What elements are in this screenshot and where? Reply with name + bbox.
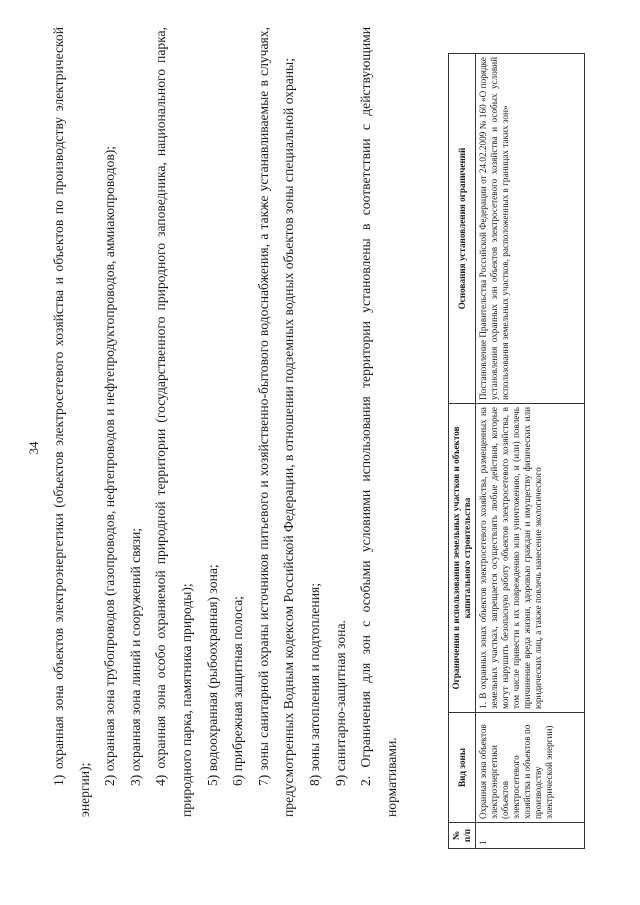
header-num: № п/п <box>449 823 476 849</box>
zones-restrictions-table <box>448 53 585 849</box>
header-basis: Основания установления ограничений <box>449 54 476 404</box>
section-2-paragraph: 2. Ограничения для зон с особыми условиями использования территории установлены в соответствии с действующими нормативами. <box>358 27 399 817</box>
list-item: 5) водоохранная (рыбоохранная) зона; <box>204 564 220 786</box>
list-item: 4) охранная зона особо охраняемой природной территории (государственного природного заповедника, национального парка, природного парка, памятника природы); <box>153 27 194 817</box>
header-restrictions: Ограничения в использовании земельных участков и объектов капитального строительства <box>449 404 476 713</box>
list-item: 8) зоны затопления и подтопления; <box>306 582 322 786</box>
list-item: 9) санитарно-защитная зона. <box>332 620 348 786</box>
cell-basis: Постановление Правительства Российской Федерации от 24.02.2009 № 160 «О порядке установления охранных зон объектов электросетевого хозяйства и особых условий использования земельных участков, расположенных в границах таких зон» <box>476 54 585 404</box>
cell-num: 1 <box>476 823 585 849</box>
list-item: 2) охранная зона трубопроводов (газопроводов, нефтепроводов и нефтепродуктопроводов, аммиакопроводов); <box>102 145 118 786</box>
document-body <box>46 27 404 817</box>
cell-restrictions: 1. В охранных зонах объектов электросетевого хозяйства, размещенных на земельных участках, запрещается осуществлять любые действия, которые могут нарушить безопасную работу объектов электросетевого хозяйства, в том числе привести к их повреждению или уничтожению, и (или) повлечь причинение вреда жизни, здоровью граждан и имуществу физических или юридических лиц, а также повлечь нанесение экологического <box>476 404 585 713</box>
cell-zone: Охранная зона объектов электроэнергетики (объектов электросетевого хозяйства и объектов по производству электрической энергии) <box>476 713 585 823</box>
table-row <box>476 54 585 849</box>
list-item: 1) охранная зона объектов электроэнергетики (объектов электросетевого хозяйства и объектов по производству электрической энергии); <box>51 27 92 817</box>
header-zone: Вид зоны <box>449 713 476 823</box>
page-number: 34 <box>26 441 41 455</box>
table-header-row <box>449 54 476 849</box>
list-item: 7) зоны санитарной охраны источников питьевого и хозяйственно-бытового водоснабжения, а также устанавливаемые в случаях, предусмотренных Водным кодексом Российской Федерации, в отношении подземных водных объектов зоны специальной охраны; <box>255 27 297 817</box>
list-item: 6) прибрежная защитная полоса; <box>230 595 246 786</box>
list-item: 3) охранная зона линий и сооружений связи; <box>127 527 143 786</box>
